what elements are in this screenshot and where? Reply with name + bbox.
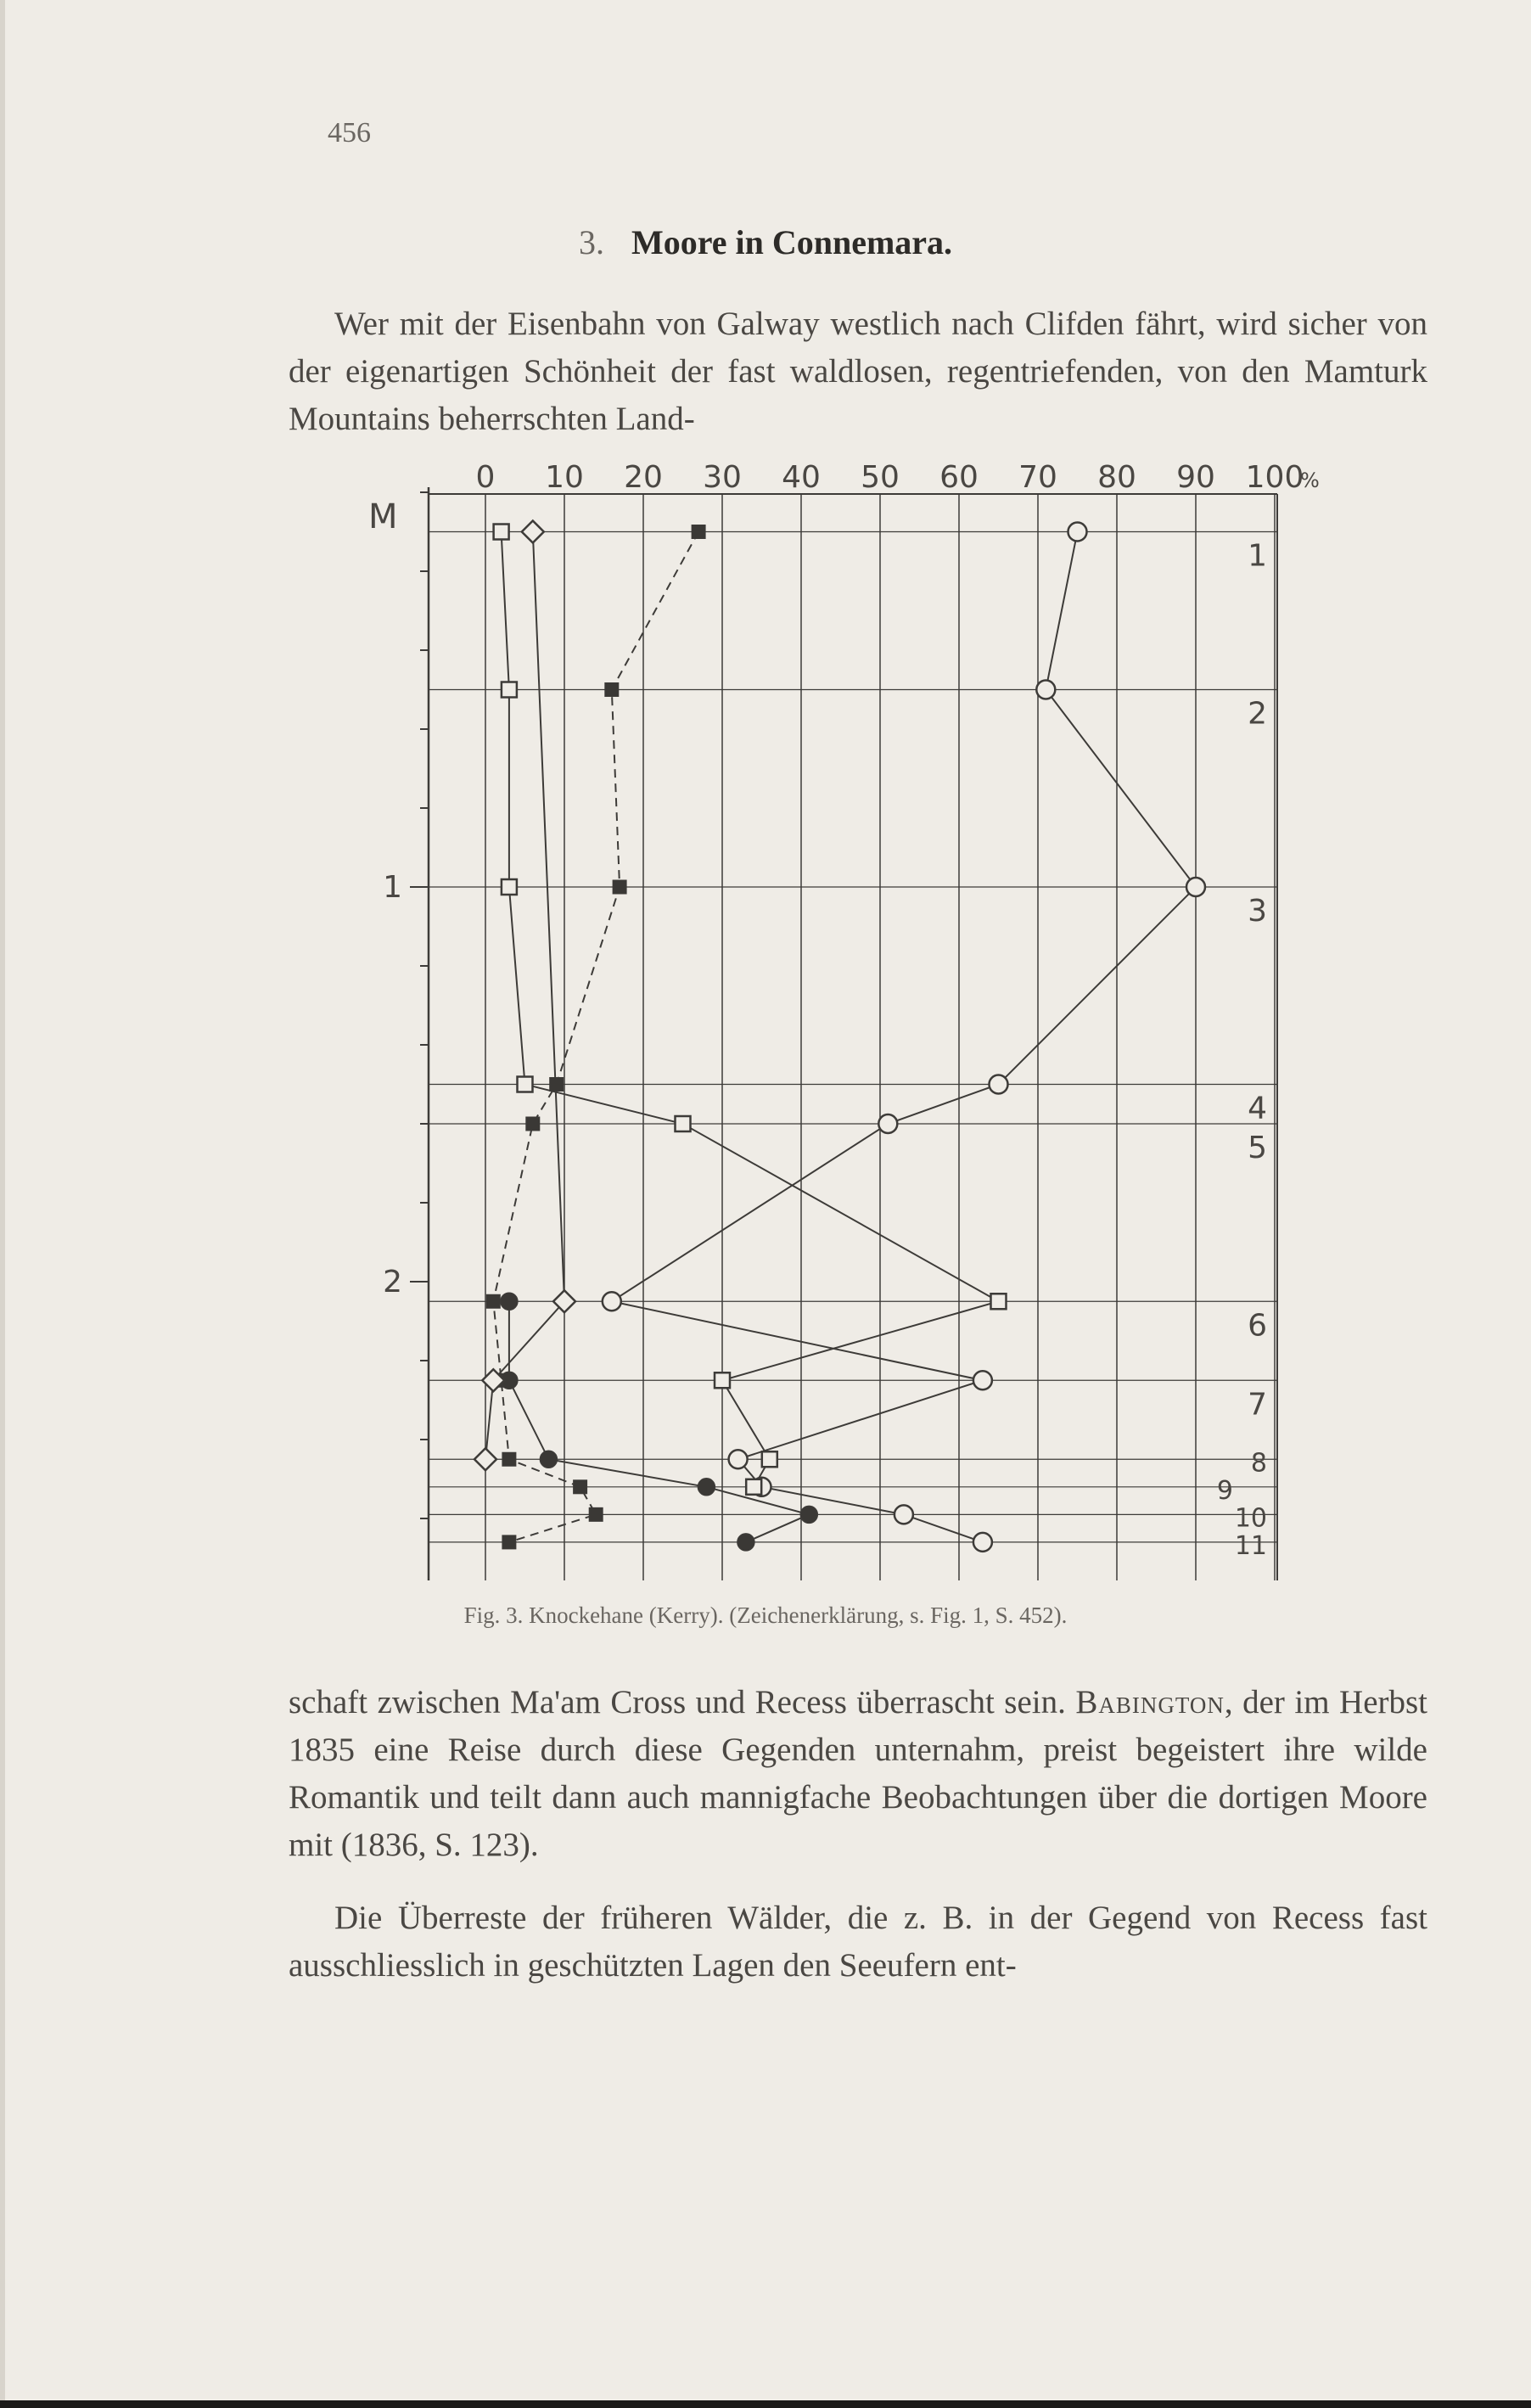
- data-point-open-circle: [1186, 878, 1205, 896]
- data-point-filled-square: [486, 1294, 500, 1308]
- sample-number: 4: [1248, 1091, 1267, 1126]
- data-point-open-circle: [878, 1114, 897, 1133]
- figure-caption: Fig. 3. Knockehane (Kerry). (Zeichenerklärung, s. Fig. 1, S. 452).: [463, 1603, 1068, 1628]
- paragraph-babington-rest: , der im Herbst 1835 eine Reise durch diese Gegenden unternahm, preist begeistert ihre wilde Romantik und teilt dann auch mannigfache Beobachtungen über die dortigen Moore mit (1836, S. 123).: [289, 1684, 1427, 1863]
- sample-number: 8: [1250, 1448, 1267, 1479]
- series-line: [502, 532, 999, 1487]
- data-point-filled-square: [613, 880, 626, 894]
- page-bottom-edge: [0, 2400, 1531, 2408]
- series-line: [493, 532, 698, 1542]
- data-point-open-circle: [1036, 681, 1055, 699]
- x-tick-label: 0: [475, 460, 496, 495]
- data-point-open-circle: [894, 1505, 913, 1524]
- depth-tick-label: 2: [383, 1265, 402, 1299]
- data-point-filled-square: [589, 1507, 603, 1521]
- sample-number: 3: [1248, 894, 1267, 929]
- data-point-filled-circle: [737, 1534, 754, 1551]
- sample-number: 9: [1216, 1475, 1233, 1506]
- data-point-filled-square: [550, 1078, 564, 1092]
- chart-grid: [410, 487, 1277, 1580]
- data-point-open-circle: [729, 1450, 748, 1468]
- x-tick-label: 20: [624, 460, 663, 495]
- data-point-open-square: [502, 682, 517, 698]
- author-name: Babington: [1075, 1684, 1225, 1720]
- data-point-filled-square: [692, 525, 705, 539]
- data-point-open-square: [762, 1451, 777, 1467]
- data-point-filled-square: [605, 683, 619, 697]
- depth-tick-label: 1: [383, 870, 402, 905]
- data-point-open-square: [746, 1479, 761, 1495]
- data-point-filled-circle: [540, 1451, 557, 1468]
- x-tick-label: 10: [545, 460, 584, 495]
- data-point-open-circle: [1068, 523, 1087, 542]
- data-point-open-square: [715, 1372, 730, 1388]
- x-tick-label: 30: [703, 460, 742, 495]
- data-point-open-square: [518, 1077, 533, 1092]
- paragraph-forests: Die Überreste der früheren Wälder, die z. B. in der Gegend von Recess fast ausschliesslich in geschützten Lagen den Seeufern ent-: [289, 1900, 1427, 1984]
- paragraph-intro: Wer mit der Eisenbahn von Galway westlich nach Clifden fährt, wird sicher von der eigenartigen Schönheit der fast waldlosen, regentriefenden, von den Mamturk Mountains beherrschten Land-: [289, 306, 1427, 437]
- data-point-filled-circle: [800, 1506, 817, 1523]
- data-point-open-circle: [973, 1533, 992, 1552]
- sample-number: 6: [1248, 1308, 1267, 1344]
- paragraph-babington-start: schaft zwischen Ma'am Cross und Recess überrascht sein.: [289, 1684, 1076, 1720]
- x-unit-label: %: [1300, 469, 1320, 492]
- x-tick-label: 60: [939, 460, 979, 495]
- data-point-filled-circle: [698, 1479, 715, 1496]
- series-line: [485, 532, 564, 1460]
- x-tick-label: 80: [1097, 460, 1136, 495]
- section-number: 3.: [578, 223, 604, 261]
- series-line: [509, 1301, 809, 1542]
- chart-labels: [368, 460, 1320, 1561]
- sample-number: 2: [1248, 696, 1267, 732]
- data-point-filled-square: [574, 1480, 587, 1494]
- data-point-open-circle: [973, 1371, 992, 1389]
- x-tick-label: 70: [1018, 460, 1057, 495]
- data-point-open-square: [494, 525, 509, 540]
- data-point-open-circle: [990, 1075, 1008, 1094]
- x-tick-label: 90: [1176, 460, 1215, 495]
- data-point-diamond: [474, 1448, 496, 1470]
- data-point-diamond: [522, 521, 544, 543]
- sample-number: 10: [1234, 1503, 1267, 1534]
- chart-markers: [474, 521, 1205, 1552]
- paragraph-babington: [289, 1679, 1427, 1869]
- x-tick-label: 50: [861, 460, 900, 495]
- data-point-filled-square: [526, 1117, 540, 1131]
- sample-number: 7: [1248, 1387, 1267, 1423]
- sample-number: 5: [1248, 1131, 1267, 1165]
- data-point-open-square: [676, 1116, 691, 1131]
- data-point-filled-square: [502, 1452, 516, 1466]
- depth-axis-label: M: [368, 497, 398, 536]
- sample-number: 11: [1234, 1530, 1267, 1561]
- sample-number: 1: [1248, 538, 1267, 574]
- x-tick-label: 40: [782, 460, 821, 495]
- data-point-open-circle: [603, 1292, 621, 1311]
- chart-series: [485, 532, 1196, 1542]
- data-point-filled-square: [502, 1535, 516, 1549]
- series-line: [612, 532, 1196, 1542]
- data-point-filled-circle: [501, 1293, 518, 1310]
- data-point-open-square: [502, 879, 517, 895]
- data-point-open-square: [991, 1294, 1007, 1309]
- page-number: 456: [328, 117, 371, 149]
- x-tick-label: 100: [1245, 460, 1304, 495]
- section-title: Moore in Connemara.: [631, 223, 953, 261]
